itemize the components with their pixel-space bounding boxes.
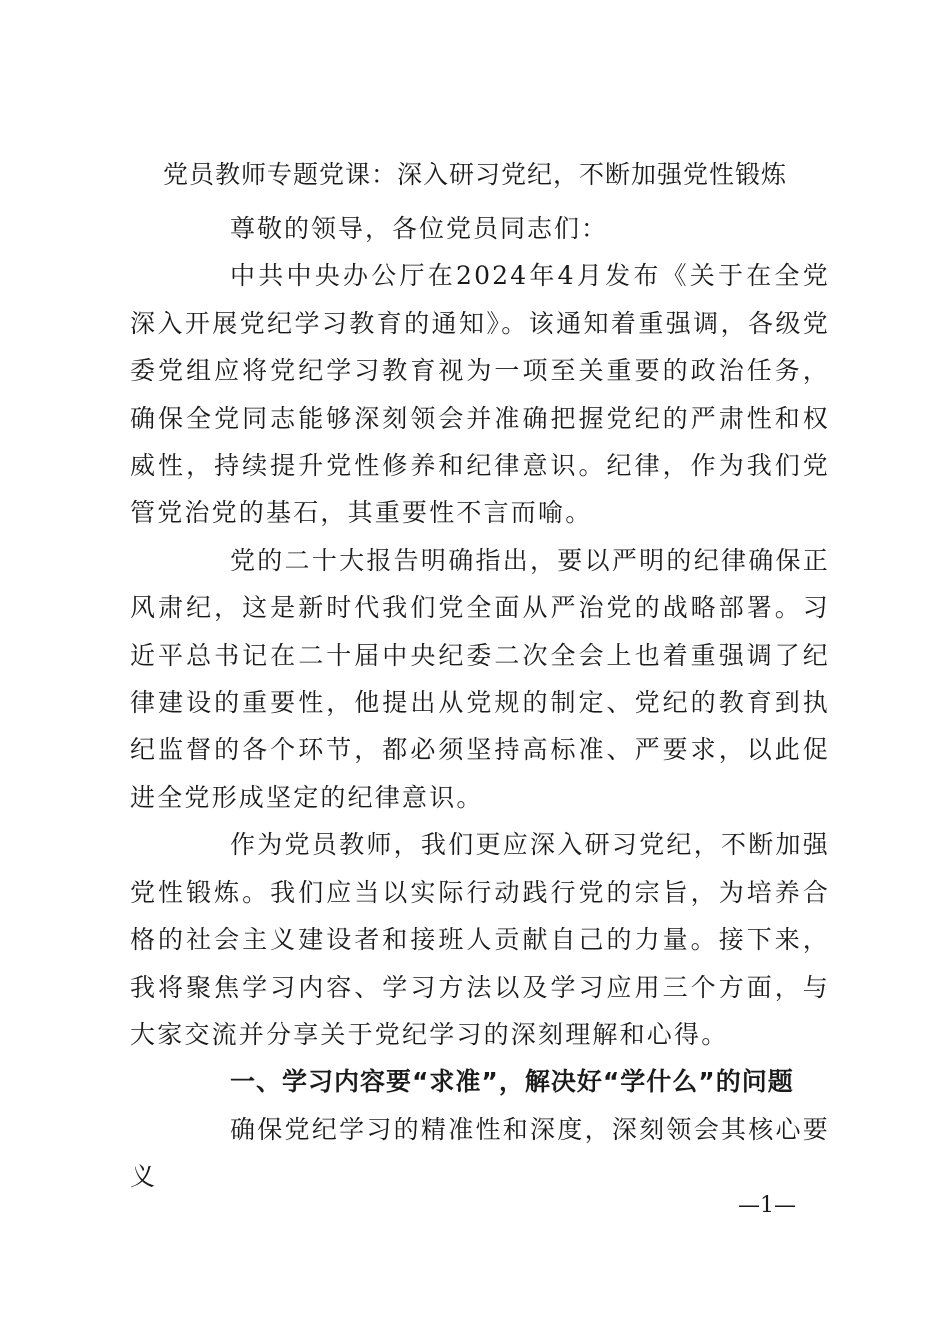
paragraph-1: 中共中央办公厅在2024年4月发布《关于在全党深入开展党纪学习教育的通知》。该通知着重强调，各级党委党组应将党纪学习教育视为一项至关重要的政治任务，确保全党同志能够深刻领会并准确把握党纪的严肃性和权威性，持续提升党性修养和纪律意识。纪律，作为我们党管党治党的基石，其重要性不言而喻。 bbox=[130, 261, 830, 528]
document-title: 党员教师专题党课：深入研习党纪，不断加强党性锻炼 bbox=[162, 160, 787, 189]
section-heading: 一、学习内容要“求准”，解决好“学什么”的问题 bbox=[230, 1067, 794, 1097]
paragraph-4: 确保党纪学习的精准性和深度，深刻领会其核心要义 bbox=[130, 1114, 830, 1192]
paragraph-3: 作为党员教师，我们更应深入研习党纪，不断加强党性锻炼。我们应当以实际行动践行党的宗旨，为培养合格的社会主义建设者和接班人贡献自己的力量。接下来，我将聚焦学习内容、学习方法以及学习应用三个方面，与大家交流并分享关于党纪学习的深刻理解和心得。 bbox=[130, 830, 830, 1049]
paragraph-2: 党的二十大报告明确指出，要以严明的纪律确保正风肃纪，这是新时代我们党全面从严治党的战略部署。习近平总书记在二十届中央纪委二次全会上也着重强调了纪律建设的重要性，他提出从党规的制定、党纪的教育到执纪监督的各个环节，都必须坚持高标准、严要求，以此促进全党形成坚定的纪律意识。 bbox=[130, 545, 830, 812]
page-number: —1— bbox=[738, 1193, 796, 1218]
document-body bbox=[130, 205, 830, 1201]
salutation: 尊敬的领导，各位党员同志们： bbox=[230, 214, 609, 243]
